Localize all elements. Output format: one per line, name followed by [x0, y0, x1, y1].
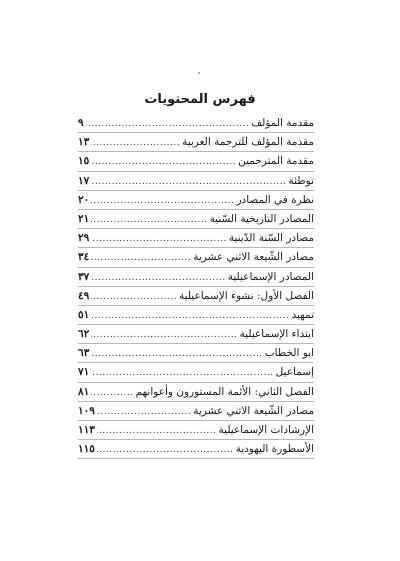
leader-dots: [91, 326, 237, 345]
toc-entry-page: ١٠٩: [78, 404, 95, 417]
toc-entry-label: ابتداء الإسماعيلية: [239, 328, 314, 341]
toc-entry-label: الأسطورة اليهودية: [235, 443, 314, 456]
toc-entry: [78, 229, 314, 248]
toc-entry: [78, 172, 314, 191]
toc-entry-label: نظرة في المصادر: [236, 193, 314, 206]
toc-entry-label: تمهيد: [291, 308, 314, 321]
toc-entry: [78, 191, 314, 210]
toc-entry-label: توطئة: [288, 174, 314, 187]
leader-dots: [97, 441, 234, 460]
leader-dots: [91, 288, 177, 307]
leader-dots: [86, 115, 250, 134]
toc-entry-label: الفصل الأول: نشوء الإسماعيلية: [179, 289, 314, 302]
leader-dots: [91, 153, 236, 172]
toc-entry: [78, 363, 314, 382]
toc-entry-page: ١٧: [78, 174, 90, 187]
leader-dots: [91, 269, 225, 288]
leader-dots: [91, 230, 227, 249]
toc-entry: [78, 268, 314, 287]
toc-entry-page: ٢٠: [78, 193, 90, 206]
leader-dots: [91, 307, 289, 326]
toc-entry-page: ٣٤: [78, 251, 90, 264]
toc-entry-page: ٢١: [78, 212, 90, 225]
toc-entry-page: ٥١: [78, 308, 90, 321]
toc-entry: [78, 114, 314, 133]
toc-entry: [78, 133, 314, 152]
toc-entry: [78, 383, 314, 402]
toc-entry: [78, 344, 314, 363]
toc-entry: [78, 421, 314, 440]
leader-dots: [91, 192, 234, 211]
toc-entry-label: الفصل الثاني: الأئمة المستورون وأعوانهم: [135, 385, 314, 398]
toc-entry-label: ابو الخطاب: [264, 347, 314, 360]
toc-entry-page: ٦٢: [78, 328, 90, 341]
toc-entry-page: ١٣: [78, 136, 90, 149]
toc-entry-label: إسماعيل: [275, 366, 314, 379]
leader-dots: [91, 134, 180, 153]
toc-entry: [78, 440, 314, 459]
leader-dots: [97, 422, 217, 441]
toc-entry: [78, 306, 314, 325]
page-title: فهرس المحتويات: [144, 92, 256, 107]
toc-entry-page: ٧١: [78, 366, 90, 379]
toc-entry-label: مقدمة المترجمين: [238, 155, 314, 168]
toc-entry-label: مصادر الشّيعة الاثني عشرية: [193, 251, 314, 264]
page-speck: [198, 72, 200, 74]
leader-dots: [91, 249, 191, 268]
toc-entry-page: ٩: [78, 117, 84, 129]
toc-entry: [78, 152, 314, 171]
toc-entry-label: الإرشادات الإسماعيلية: [218, 424, 314, 436]
toc-entry-label: مقدمة المؤلف للترجمة العربية: [182, 136, 314, 149]
toc-entry: [78, 287, 314, 306]
toc-entry-page: ٤٩: [78, 289, 90, 302]
leader-dots: [91, 173, 286, 192]
toc-entry-page: ٨١: [78, 385, 90, 398]
leader-dots: [91, 211, 207, 230]
toc-entry: [78, 325, 314, 344]
toc-entry-page: ٢٩: [78, 232, 90, 245]
toc-entry-page: ٦٣: [78, 347, 90, 360]
table-of-contents: [78, 114, 314, 459]
leader-dots: [91, 384, 133, 403]
toc-entry: [78, 248, 314, 267]
toc-entry-page: ١٥: [78, 155, 90, 168]
toc-entry-label: المصادر الإسماعيلية: [227, 270, 314, 283]
toc-entry-label: مصادر الشّيعة الاثني عشرية: [193, 404, 314, 417]
toc-entry-label: المصادر التاريخية السّنية: [209, 212, 314, 225]
toc-entry-label: مصادر السّنة الدّينية: [228, 232, 314, 245]
leader-dots: [91, 364, 273, 383]
toc-entry: [78, 402, 314, 421]
leader-dots: [97, 403, 191, 422]
toc-entry-label: مقدمة المؤلف: [251, 117, 314, 129]
leader-dots: [91, 345, 263, 364]
toc-entry: [78, 210, 314, 229]
toc-entry-page: ١١٥: [78, 443, 95, 456]
toc-entry-page: ٣٧: [78, 270, 90, 283]
toc-entry-page: ١١٣: [78, 424, 95, 436]
